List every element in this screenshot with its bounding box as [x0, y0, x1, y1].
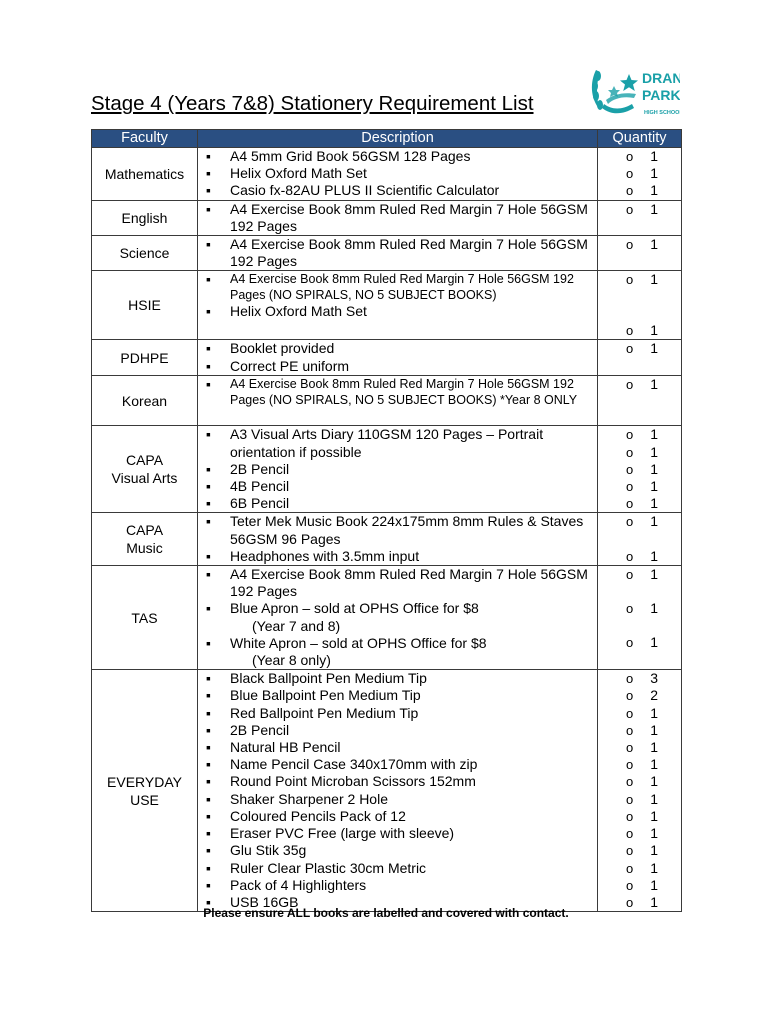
quantity-item: o 1 [626, 739, 658, 756]
quantity-cell [598, 566, 682, 670]
list-item: ▪ Correct PE uniform [198, 358, 597, 375]
quantity-item: o 1 [626, 842, 658, 859]
description-cell [198, 148, 598, 201]
table-row-everyday-use [92, 670, 682, 912]
quantity-item: o 1 [626, 148, 658, 164]
quantity-item: o 1 [626, 165, 658, 182]
quantity-item: o 1 [626, 704, 658, 721]
quantity-item: o 1 [626, 495, 658, 512]
quantity-item: o 1 [626, 200, 658, 217]
quantity-item: o 1 [626, 825, 658, 842]
faculty-cell [92, 670, 198, 912]
list-item: ▪ A4 5mm Grid Book 56GSM 128 Pages [198, 148, 597, 165]
list-item: ▪ Casio fx-82AU PLUS II Scientific Calculator [198, 182, 597, 199]
list-item: ▪ A3 Visual Arts Diary 110GSM 120 Pages – Portrait orientation if possible [198, 426, 597, 460]
faculty-cell: PDHPE [92, 340, 198, 376]
faculty-line: CAPA [125, 522, 164, 539]
faculty-header: Faculty [92, 130, 198, 148]
list-item: ▪ Round Point Microban Scissors 152mm [198, 773, 597, 790]
table-row-capa-music [92, 513, 682, 566]
quantity-item: o 1 [626, 566, 658, 583]
quantity-item: o 1 [626, 893, 658, 910]
list-item: ▪ Name Pencil Case 340x170mm with zip [198, 756, 597, 773]
list-item: ▪ Blue Ballpoint Pen Medium Tip [198, 687, 597, 704]
table-row-hsie [92, 271, 682, 340]
description-cell [198, 340, 598, 376]
list-item: ▪ Natural HB Pencil [198, 739, 597, 756]
quantity-item: o 1 [626, 271, 658, 288]
list-item: ▪ Pack of 4 Highlighters [198, 877, 597, 894]
faculty-line: Visual Arts [111, 470, 178, 487]
quantity-item: o 1 [626, 547, 658, 564]
quantity-item: o 1 [626, 321, 658, 338]
quantity-cell [598, 426, 682, 513]
quantity-item: o 1 [626, 236, 658, 253]
description-cell [198, 376, 598, 426]
table-row-science [92, 236, 682, 271]
description-cell [198, 200, 598, 235]
quantity-cell [598, 340, 682, 376]
table-row-tas [92, 566, 682, 670]
description-cell [198, 426, 598, 513]
table-row-capa-visual-arts [92, 426, 682, 513]
quantity-item: o 1 [626, 634, 658, 651]
description-cell [198, 236, 598, 271]
quantity-item: o 3 [626, 670, 658, 687]
list-item: ▪ Headphones with 3.5mm input [198, 548, 597, 565]
faculty-cell: Science [92, 236, 198, 271]
quantity-item: o 1 [626, 721, 658, 738]
table-row-pdhpe [92, 340, 682, 376]
list-item: ▪ 4B Pencil [198, 478, 597, 495]
faculty-line: EVERYDAY [107, 773, 182, 790]
quantity-item: o 1 [626, 807, 658, 824]
list-item: ▪ Blue Apron – sold at OPHS Office for $8 (Year 7 and 8) [198, 600, 597, 634]
quantity-item: o 1 [626, 376, 658, 393]
table-row-mathematics [92, 148, 682, 201]
description-cell [198, 670, 598, 912]
quantity-item: o 1 [626, 426, 658, 443]
quantity-item: o 1 [626, 773, 658, 790]
page-title: Stage 4 (Years 7&8) Stationery Requirement List [91, 92, 534, 115]
logo-text-school: HIGH SCHOOL [644, 110, 680, 116]
list-item: ▪ USB 16GB [198, 894, 597, 911]
list-item: ▪ Coloured Pencils Pack of 12 [198, 808, 597, 825]
list-item: ▪ Black Ballpoint Pen Medium Tip [198, 670, 597, 687]
quantity-cell [598, 513, 682, 566]
faculty-cell: Korean [92, 376, 198, 426]
list-item: ▪ Helix Oxford Math Set [198, 165, 597, 182]
list-item: ▪ A4 Exercise Book 8mm Ruled Red Margin 7 Hole 56GSM 192 Pages [198, 566, 597, 600]
quantity-item: o 1 [626, 859, 658, 876]
table-row-english [92, 200, 682, 235]
quantity-item: o 1 [626, 756, 658, 773]
list-item: ▪ A4 Exercise Book 8mm Ruled Red Margin 7 Hole 56GSM 192 Pages [198, 236, 597, 270]
quantity-item: o 1 [626, 340, 658, 357]
stationery-table [91, 129, 682, 912]
quantity-item: o 1 [626, 460, 658, 477]
list-item: ▪ Red Ballpoint Pen Medium Tip [198, 705, 597, 722]
logo-text-dran: DRAN [642, 70, 680, 86]
quantity-item: o 1 [626, 513, 658, 530]
list-item: ▪ Helix Oxford Math Set [198, 303, 597, 320]
quantity-item: o 1 [626, 600, 658, 617]
list-item: ▪ Eraser PVC Free (large with sleeve) [198, 825, 597, 842]
quantity-cell [598, 236, 682, 271]
list-item: ▪ 2B Pencil [198, 461, 597, 478]
description-cell [198, 271, 598, 340]
list-item: ▪ White Apron – sold at OPHS Office for $8 (Year 8 only) [198, 635, 597, 669]
table-header-row [92, 130, 682, 148]
list-item: ▪ 6B Pencil [198, 495, 597, 512]
quantity-item: o 1 [626, 478, 658, 495]
quantity-cell [598, 376, 682, 426]
logo-text-park: PARK [642, 87, 680, 103]
table-row-korean [92, 376, 682, 426]
faculty-cell: HSIE [92, 271, 198, 340]
quantity-header: Quantity [598, 130, 682, 148]
quantity-item: o 1 [626, 876, 658, 893]
list-item: ▪ Teter Mek Music Book 224x175mm 8mm Rules & Staves 56GSM 96 Pages [198, 513, 597, 547]
list-item: ▪ 2B Pencil [198, 722, 597, 739]
faculty-cell: Mathematics [92, 148, 198, 201]
faculty-line: CAPA [125, 452, 164, 469]
quantity-item: o 1 [626, 790, 658, 807]
description-cell [198, 566, 598, 670]
list-item: ▪ Ruler Clear Plastic 30cm Metric [198, 860, 597, 877]
quantity-cell [598, 200, 682, 235]
quantity-item: o 1 [626, 182, 658, 199]
list-item: ▪ Shaker Sharpener 2 Hole [198, 791, 597, 808]
star-icon [620, 74, 638, 91]
description-header: Description [198, 130, 598, 148]
faculty-cell: English [92, 200, 198, 235]
quantity-item: o 1 [626, 443, 658, 460]
list-item: ▪ A4 Exercise Book 8mm Ruled Red Margin 7 Hole 56GSM 192 Pages [198, 201, 597, 235]
quantity-cell [598, 148, 682, 201]
quantity-item: o 2 [626, 687, 658, 704]
list-item: ▪ Glu Stik 35g [198, 842, 597, 859]
list-item: ▪ A4 Exercise Book 8mm Ruled Red Margin 7 Hole 56GSM 192 Pages (NO SPIRALS, NO 5 SUBJECT BOOKS) *Year 8 ONLY [198, 376, 597, 408]
faculty-cell: TAS [92, 566, 198, 670]
faculty-line: USE [130, 791, 159, 808]
footer-note: Please ensure ALL books are labelled and covered with contact. [203, 906, 569, 920]
school-logo [588, 64, 680, 124]
faculty-cell [92, 426, 198, 513]
faculty-line: Music [126, 540, 163, 557]
quantity-cell [598, 271, 682, 340]
faculty-cell [92, 513, 198, 566]
list-item: ▪ Booklet provided [198, 340, 597, 357]
list-item: ▪ A4 Exercise Book 8mm Ruled Red Margin 7 Hole 56GSM 192 Pages (NO SPIRALS, NO 5 SUBJECT BOOKS) [198, 271, 597, 303]
description-cell [198, 513, 598, 566]
quantity-cell [598, 670, 682, 912]
